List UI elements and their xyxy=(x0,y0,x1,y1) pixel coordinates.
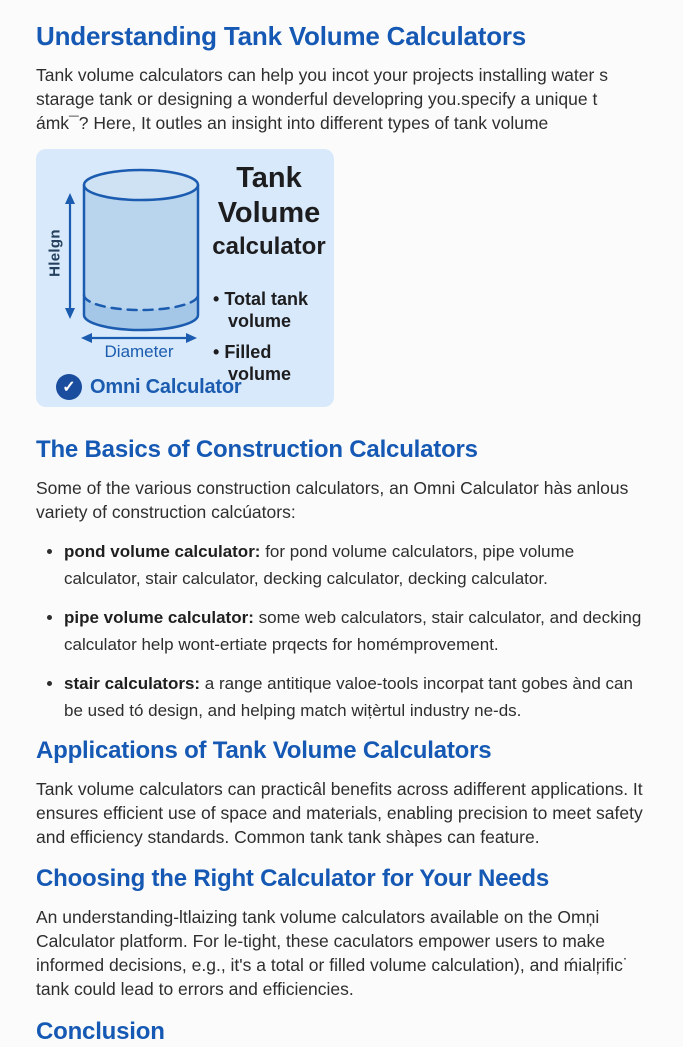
figure-feature-item: • Filled volume xyxy=(213,341,333,385)
height-arrow-icon xyxy=(65,193,75,319)
paragraph-basics-intro: Some of the various construction calculators, an Omni Calculator hàs anlous variety of construction calcúators: xyxy=(36,478,629,522)
heading-applications: Applications of Tank Volume Calculators xyxy=(36,737,492,764)
list-item-text: for pond volume calculators, pipe volume calculator, stair calculator, decking calculator, decking calculator. xyxy=(64,542,575,588)
heading-conclusion: Conclusion xyxy=(36,1018,165,1045)
list-item xyxy=(64,604,650,658)
paragraph-choosing: An understanding-ltlaizing tank volume calculators available on the Omņi Calculator platform. For le-tight, these caculators empower users to make informed decisions, e.g., it's a total or filled volume calculation), and ḿialŗific˙ tank could lead to errors and efficiencies. xyxy=(36,907,629,999)
list-item-text: a range antitique valoe-tools incorpat tant gobes ànd can be used tó design, and helping match wiṭèrtul industry ne-ds. xyxy=(64,674,633,720)
diameter-dimension-label: Diameter xyxy=(104,342,174,361)
figure-title-line3: calculator xyxy=(212,233,326,260)
omni-calculator-brand xyxy=(56,374,241,400)
list-item-lead: pipe volume calculator: xyxy=(64,608,254,627)
list-item xyxy=(64,670,650,724)
calculator-types-list xyxy=(36,538,650,724)
heading-choosing: Choosing the Right Calculator for Your Needs xyxy=(36,865,550,892)
height-dimension-label: Hlelgn xyxy=(46,229,64,277)
figure-title-line2: Volume xyxy=(217,197,321,229)
paragraph-understanding: Tank volume calculators can help you incot your projects installing water s starage tank or designing a wonderful developring you.specify a unique t ámk¯? Here, It outles an insight into different types of tank volume xyxy=(36,65,608,133)
figure-feature-item: • Total tank volume xyxy=(213,288,333,332)
tank-volume-figure-card xyxy=(36,149,334,407)
heading-basics: The Basics of Construction Calculators xyxy=(36,436,478,463)
list-item xyxy=(64,538,650,592)
list-item-lead: pond volume calculator: xyxy=(64,542,261,561)
list-item-lead: stair calculators: xyxy=(64,674,201,693)
figure-title xyxy=(204,161,334,262)
heading-understanding: Understanding Tank Volume Calculators xyxy=(36,21,527,51)
article-page xyxy=(0,20,683,1044)
brand-name: Omni Calculator xyxy=(90,375,242,398)
figure-title-line1: Tank xyxy=(236,162,302,194)
list-item-text: some web calculators, stair calculator, and decking calculator help wont-ertiate prqects for homémprovement. xyxy=(64,608,642,654)
check-icon: ✓ xyxy=(56,374,82,400)
paragraph-applications: Tank volume calculators can practicâl benefits across adifferent applications. It ensures efficient use of space and materials, enabling precision to meet safety and efficiency standards. Common tank tank shàpes can feature. xyxy=(36,779,643,847)
